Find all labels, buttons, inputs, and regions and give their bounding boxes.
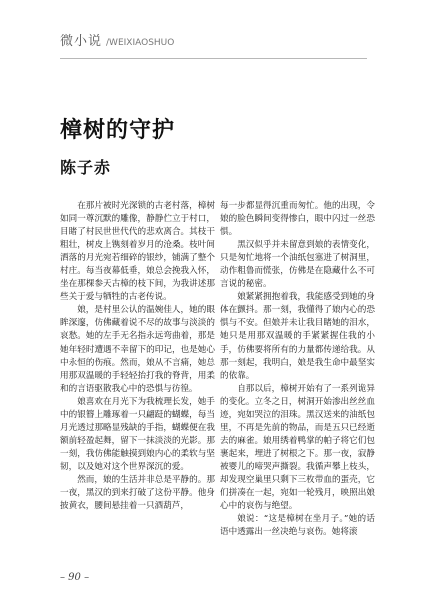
article-title: 樟树的守护 (60, 118, 176, 143)
paragraph: 娘喜欢在月光下为我梳理长发，她手中的银簪上雕琢着一只翩跹的蝴蝶，每当月光透过那略显残缺的手指，蝴蝶便在我额前轻盈起舞，留下一抹淡淡的光影。那一刻，我仿佛能触摸到娘内心的柔软与坚韧，以及她对这个世界深沉的爱。 (60, 396, 215, 472)
article-author: 陈子赤 (60, 158, 112, 177)
paragraph: 在那片被时光深锁的古老村落，樟树如同一尊沉默的雕像，静静伫立于村口，目睹了村民世世代代的悲欢离合。其枝干粗壮，树皮上镌刻着岁月的沧桑。枝叶间洒落的月光宛若细碎的银纱，铺满了整个村庄。每当夜幕低垂，娘总会挽我入怀，坐在那棵参天古樟的枝下间，为我讲述那些关于爱与牺牲的古老传说。 (60, 201, 215, 303)
text-column-left (60, 200, 215, 513)
paragraph-continued: 每一步都显得沉重而匆忙。他的出现，令娘的脸色瞬间变得惨白，眼中闪过一丝恐惧。 (220, 201, 375, 238)
header-divider (60, 58, 367, 59)
section-name-latin: /WEIXIAOSHUO (106, 38, 175, 48)
section-header (60, 30, 174, 50)
section-name: 微小说 (60, 34, 103, 49)
text-column-right (220, 200, 375, 539)
paragraph: 黑汉似乎并未留意到娘的表情变化，只是匆忙地将一个油纸包塞进了树洞里，动作粗鲁而慌张，仿佛是在隐藏什么不可言说的秘密。 (220, 240, 375, 290)
page-number: – 90 – (60, 572, 90, 583)
paragraph: 娘，是村里公认的温婉佳人，她的眼眸深邃，仿佛藏着说不尽的故事与淡淡的哀愁。她的左手无名指永远弯曲着，那是她年轻时遭遇不幸留下的印记，也是她心中永恒的伤痕。然而，娘从不言痛，她总用那双温暖的手轻轻抬打我的脊背，用柔和的言语驱散我心中的恐惧与彷徨。 (60, 305, 215, 394)
paragraph: 娘说：“这是樟树在坐月子。”她的话语中透露出一丝决绝与哀伤。她将滚 (220, 514, 375, 538)
paragraph: 然而，娘的生活并非总是平静的。那一夜，黑汉的到来打破了这份平静。他身披黄衣，腰间悬挂着一只酒葫芦， (60, 474, 215, 512)
paragraph: 自那以后，樟树开始有了一系列诡异的变化。立冬之日，树洞开始渗出丝丝血迹，宛如哭泣的泪珠。黑汉送来的油纸包里，不再是先前的物品，而是五只已经逝去的麻雀。娘用绣着鸭掌的帕子将它们包裹起来，埋进了树根之下。那一夜，寂静被婴儿的啼哭声撕裂。我循声攀上枝头，却发现空巢里只剩下三枚带血的蛋壳，它们拼凑在一起，宛如一轮残月，映照出娘心中的哀伤与绝望。 (220, 383, 375, 512)
paragraph: 娘紧紧拥抱着我，我能感受到她的身体在颤抖。那一刻，我懂得了娘内心的恐惧与不安。但娘并未让我目睹她的泪水，她只是用那双温暖的手紧紧握住我的小手，仿佛要将所有的力量都传递给我。从那一刻起，我明白，娘是我生命中最坚实的依靠。 (220, 292, 375, 381)
